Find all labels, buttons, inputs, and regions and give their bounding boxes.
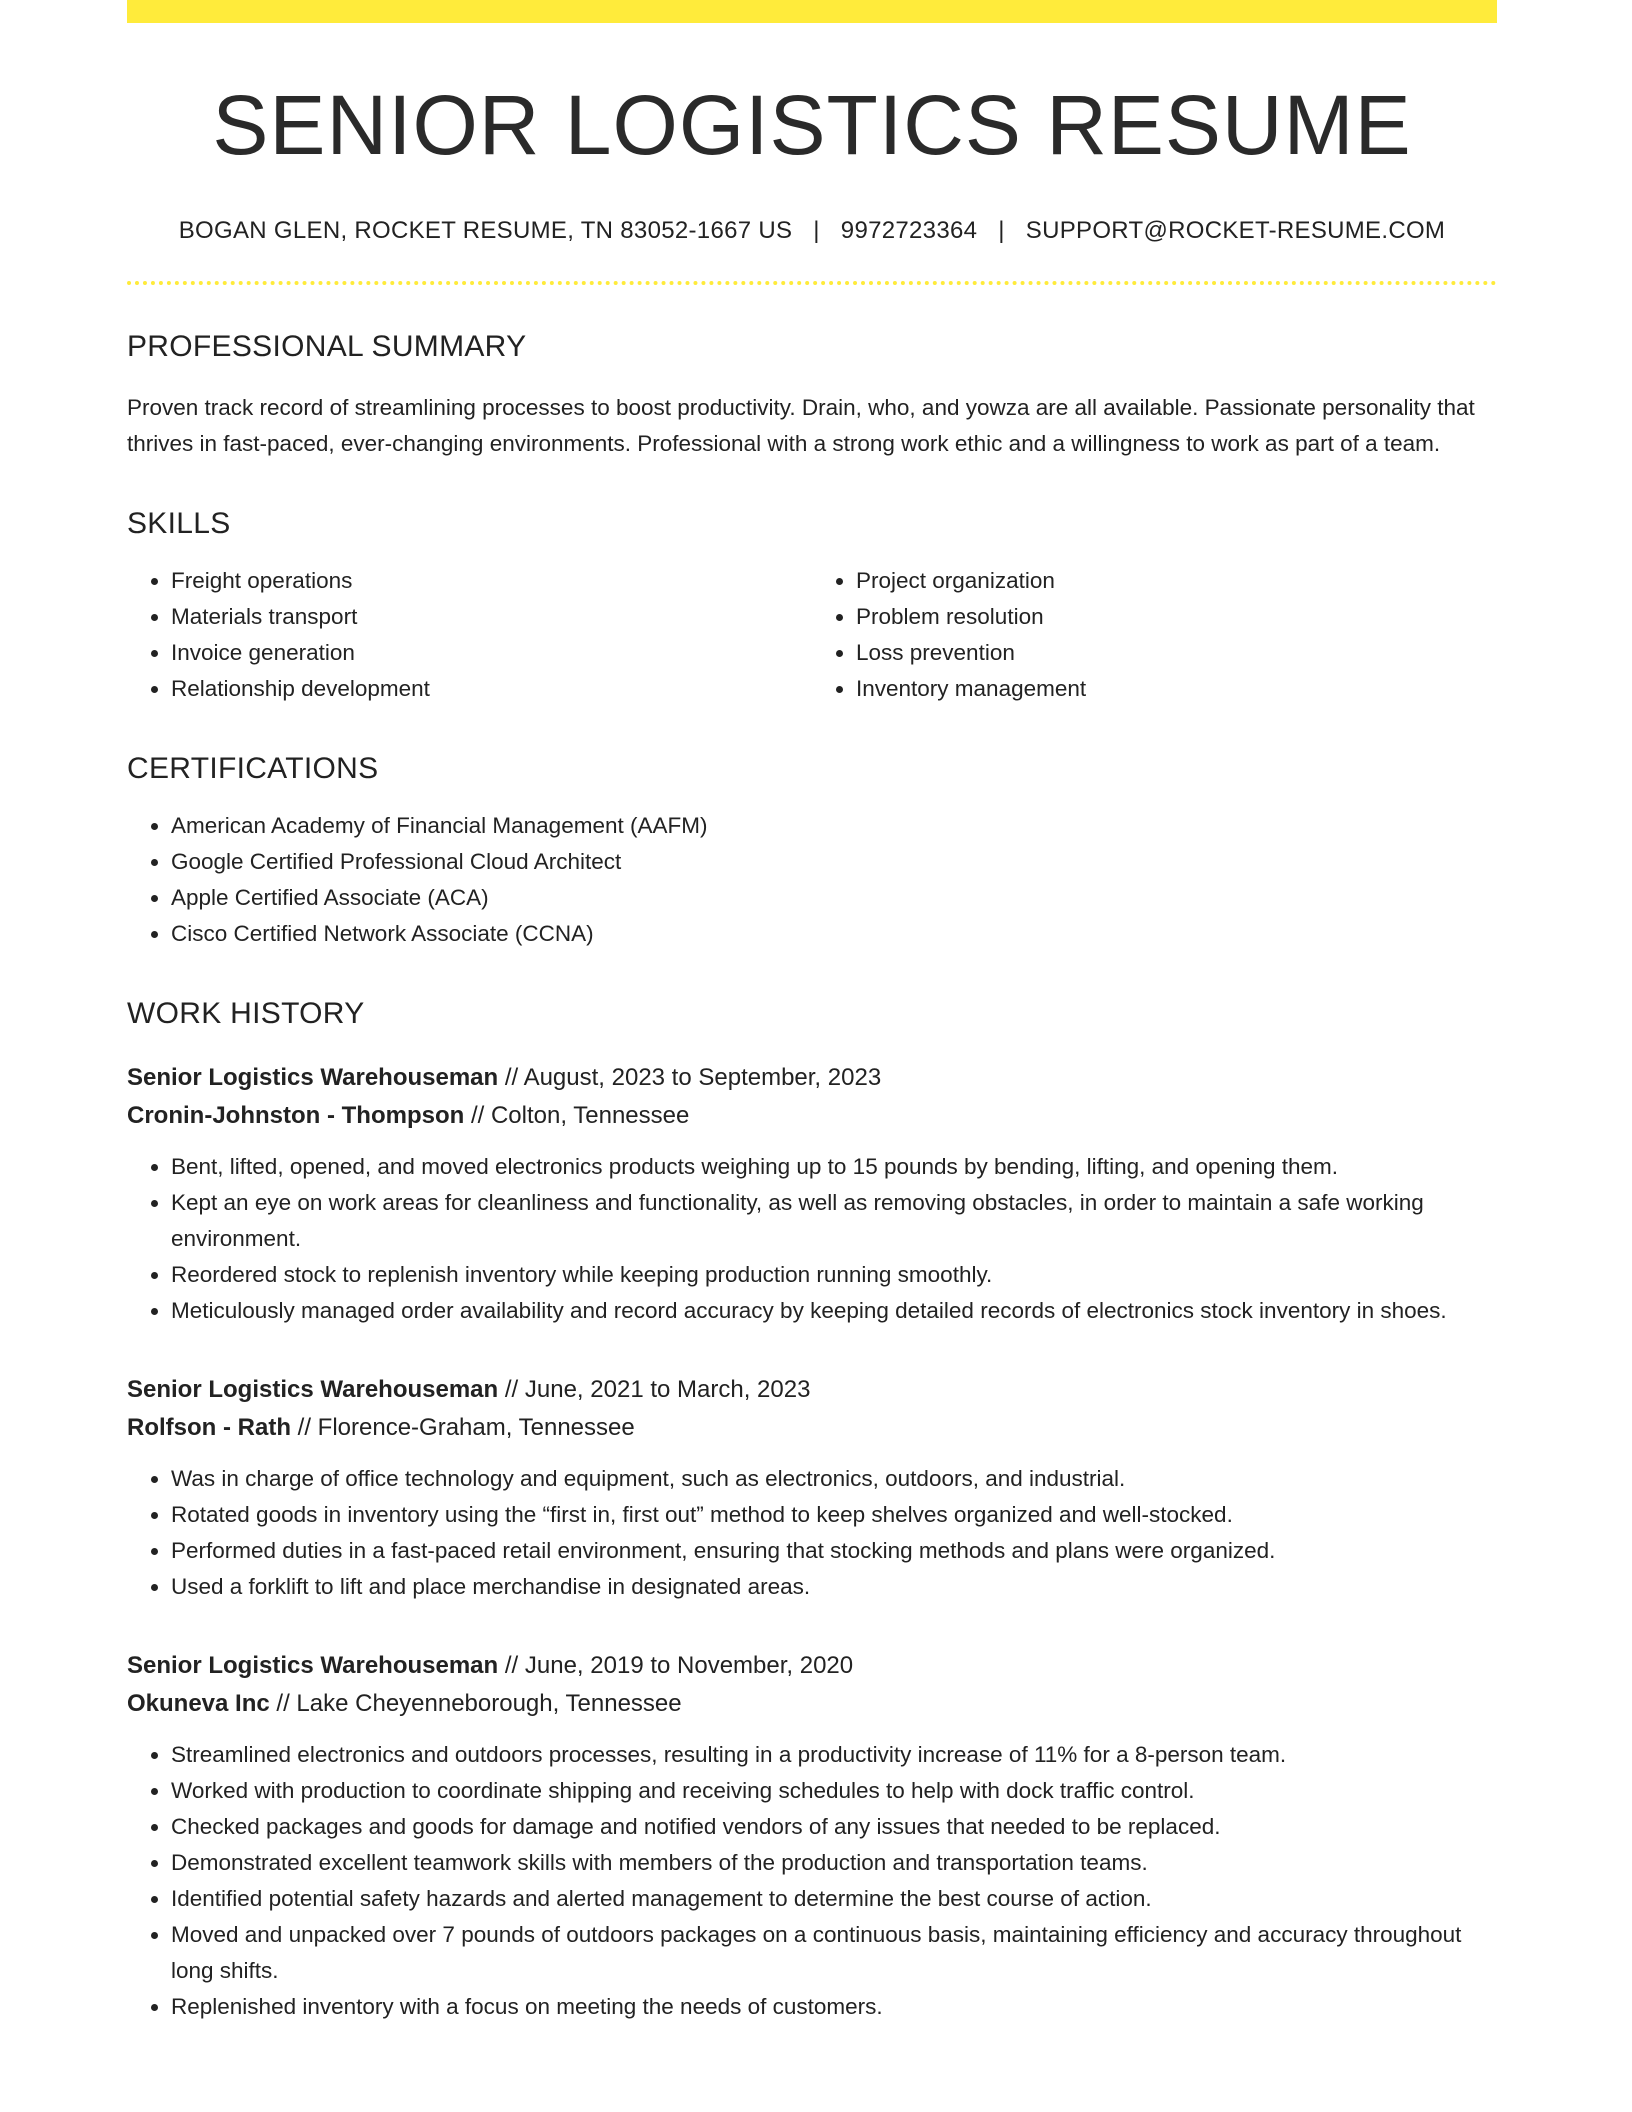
job-dates: June, 2021 to March, 2023 bbox=[524, 1376, 811, 1404]
job-separator: // bbox=[470, 1102, 485, 1130]
job-title: Senior Logistics Warehouseman bbox=[127, 1652, 499, 1680]
job-company-line bbox=[127, 1409, 1497, 1447]
contact-line bbox=[127, 217, 1497, 245]
job-separator: // bbox=[297, 1414, 311, 1442]
job-title-line bbox=[127, 1647, 1497, 1685]
job-location: Lake Cheyenneborough, Tennessee bbox=[296, 1690, 682, 1718]
job-bullets bbox=[127, 1461, 1497, 1605]
job-location: Florence-Graham, Tennessee bbox=[317, 1414, 635, 1442]
job-bullet: • Checked packages and goods for damage and notified vendors of any issues that needed to be replaced. bbox=[171, 1809, 1497, 1845]
job-bullets bbox=[127, 1149, 1497, 1329]
certification-item: • Cisco Certified Network Associate (CCNA) bbox=[171, 916, 1497, 952]
job-bullet: • Kept an eye on work areas for cleanliness and functionality, as well as removing obstacles, in order to maintain a safe working environment. bbox=[171, 1185, 1497, 1257]
skill-item: • Project organization bbox=[856, 563, 1497, 599]
skill-item: • Relationship development bbox=[171, 671, 812, 707]
job-bullet: • Identified potential safety hazards and alerted management to determine the best course of action. bbox=[171, 1881, 1497, 1917]
job-entry bbox=[127, 1059, 1497, 1329]
job-company-line bbox=[127, 1685, 1497, 1723]
job-bullet: • Was in charge of office technology and equipment, such as electronics, outdoors, and industrial. bbox=[171, 1461, 1497, 1497]
job-bullet: • Performed duties in a fast-paced retail environment, ensuring that stocking methods and plans were organized. bbox=[171, 1533, 1497, 1569]
contact-address: BOGAN GLEN, ROCKET RESUME, TN 83052-1667 US bbox=[178, 217, 793, 245]
job-bullet: • Worked with production to coordinate shipping and receiving schedules to help with dock traffic control. bbox=[171, 1773, 1497, 1809]
job-bullet: • Used a forklift to lift and place merchandise in designated areas. bbox=[171, 1569, 1497, 1605]
work-history-heading: WORK HISTORY bbox=[127, 997, 365, 1031]
job-company: Okuneva Inc bbox=[127, 1690, 270, 1718]
certification-item: • American Academy of Financial Management (AAFM) bbox=[171, 808, 1497, 844]
job-bullet: • Replenished inventory with a focus on meeting the needs of customers. bbox=[171, 1989, 1497, 2025]
contact-separator: | bbox=[813, 217, 820, 245]
summary-heading: PROFESSIONAL SUMMARY bbox=[127, 330, 527, 364]
job-title-line bbox=[127, 1059, 1497, 1097]
contact-phone: 9972723364 bbox=[840, 217, 978, 245]
resume-title: SENIOR LOGISTICS RESUME bbox=[212, 78, 1412, 172]
skills-list-left bbox=[127, 563, 812, 707]
skills-list-right bbox=[812, 563, 1497, 707]
job-separator: // bbox=[504, 1376, 519, 1404]
job-company-line bbox=[127, 1097, 1497, 1135]
job-entry bbox=[127, 1647, 1497, 2025]
certification-item: • Google Certified Professional Cloud Architect bbox=[171, 844, 1497, 880]
job-bullet: • Reordered stock to replenish inventory while keeping production running smoothly. bbox=[171, 1257, 1497, 1293]
summary-text: Proven track record of streamlining processes to boost productivity. Drain, who, and yowza are all available. Passionate personality that thrives in fast-paced, ever-changing environments. Professional with a strong work ethic and a willingness to work as part of a team. bbox=[127, 395, 1475, 457]
certification-item: • Apple Certified Associate (ACA) bbox=[171, 880, 1497, 916]
job-entry bbox=[127, 1371, 1497, 1605]
job-bullets bbox=[127, 1737, 1497, 2025]
job-bullet: • Demonstrated excellent teamwork skills with members of the production and transportation teams. bbox=[171, 1845, 1497, 1881]
skill-item: • Materials transport bbox=[171, 599, 812, 635]
dotted-divider bbox=[127, 281, 1497, 285]
job-title: Senior Logistics Warehouseman bbox=[127, 1376, 499, 1404]
job-location: Colton, Tennessee bbox=[490, 1102, 690, 1130]
certifications-heading: CERTIFICATIONS bbox=[127, 752, 379, 786]
contact-separator: | bbox=[998, 217, 1005, 245]
job-bullet: • Moved and unpacked over 7 pounds of outdoors packages on a continuous basis, maintaining efficiency and accuracy throughout long shifts. bbox=[171, 1917, 1497, 1989]
job-company: Rolfson - Rath bbox=[127, 1414, 291, 1442]
job-dates: June, 2019 to November, 2020 bbox=[524, 1652, 854, 1680]
job-separator: // bbox=[276, 1690, 290, 1718]
skill-item: • Inventory management bbox=[856, 671, 1497, 707]
resume-content bbox=[127, 23, 1497, 2025]
job-title: Senior Logistics Warehouseman bbox=[127, 1064, 499, 1092]
job-company: Cronin-Johnston - Thompson bbox=[127, 1102, 465, 1130]
skill-item: • Problem resolution bbox=[856, 599, 1497, 635]
job-bullet: • Rotated goods in inventory using the “first in, first out” method to keep shelves organized and well-stocked. bbox=[171, 1497, 1497, 1533]
job-bullet: • Bent, lifted, opened, and moved electronics products weighing up to 15 pounds by bending, lifting, and opening them. bbox=[171, 1149, 1497, 1185]
job-bullet: • Meticulously managed order availability and record accuracy by keeping detailed records of electronics stock inventory in shoes. bbox=[171, 1293, 1497, 1329]
top-accent-bar bbox=[127, 0, 1497, 23]
skill-item: • Loss prevention bbox=[856, 635, 1497, 671]
skill-item: • Invoice generation bbox=[171, 635, 812, 671]
skills-heading: SKILLS bbox=[127, 507, 231, 541]
skill-item: • Freight operations bbox=[171, 563, 812, 599]
job-separator: // bbox=[504, 1064, 519, 1092]
job-bullet: • Streamlined electronics and outdoors processes, resulting in a productivity increase of 11% for a 8-person team. bbox=[171, 1737, 1497, 1773]
job-dates: August, 2023 to September, 2023 bbox=[523, 1064, 882, 1092]
job-separator: // bbox=[504, 1652, 519, 1680]
job-title-line bbox=[127, 1371, 1497, 1409]
contact-email: SUPPORT@ROCKET-RESUME.COM bbox=[1025, 217, 1446, 245]
skills-grid bbox=[127, 563, 1497, 707]
certifications-list bbox=[127, 808, 1497, 952]
